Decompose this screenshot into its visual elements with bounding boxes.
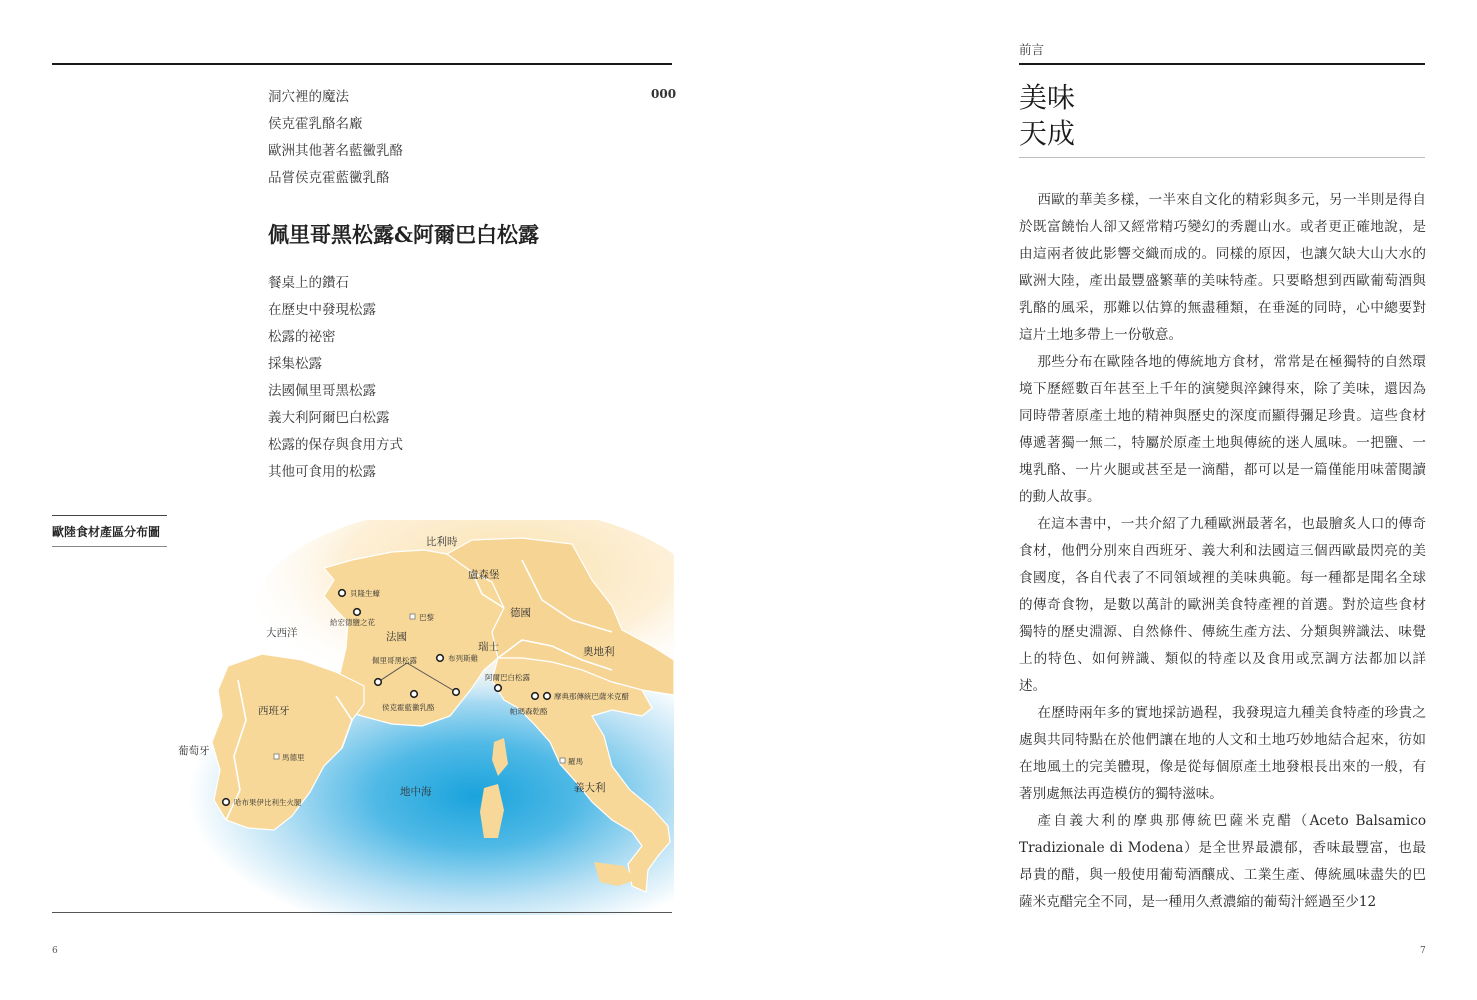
map-title: 歐陸食材產區分布圖 [52, 525, 161, 539]
toc-item[interactable]: 品嘗侯克霍藍黴乳酪 [268, 170, 390, 186]
toc-item[interactable]: 其他可食用的松露 [268, 464, 376, 480]
body-paragraph: 在這本書中，一共介紹了九種歐洲最著名，也最膾炙人口的傳奇食材，他們分別來自西班牙、義大利和法國這三個西歐最閃亮的美食國度，各自代表了不同領域裡的美味典範。每一種都是聞名全球的傳奇食物，是數以萬計的歐洲美食特產裡的首選。對於這些食材獨特的歷史淵源、自然條件、傳統生產方法、分類與辨識法、味覺上的特色、如何辨識、類似的特產以及食用或烹調方法都加以詳述。 [1019, 516, 1426, 694]
body-paragraph: 產自義大利的摩典那傳統巴薩米克醋（Aceto Balsamico Tradizionale di Modena）是全世界最濃郁，香味最豐富，也最昂貴的醋，與一般使用葡萄酒釀成、工業生產、傳統風味盡失的巴薩米克醋完全不同，是一種用久煮濃縮的葡萄汁經過至少12 [1019, 813, 1426, 910]
map-label-atlantic: 大西洋 [266, 627, 298, 639]
map-label-luxembourg: 盧森堡 [468, 569, 500, 581]
marker-paris[interactable] [410, 614, 415, 619]
toc-page-number: 000 [651, 87, 677, 101]
map-place-perigord: 佩里哥黑松露 [372, 656, 417, 665]
toc-item[interactable]: 在歷史中發現松露 [268, 302, 376, 318]
map-label-belgium: 比利時 [426, 536, 458, 548]
toc-item[interactable]: 松露的祕密 [268, 329, 336, 345]
toc-item[interactable]: 法國佩里哥黑松露 [268, 383, 376, 399]
body-paragraph: 在歷時兩年多的實地採訪過程，我發現這九種美食特產的珍貴之處與共同特點在於他們讓在地的人文和土地巧妙地結合起來，彷如在地風土的完美體現，像是從每個原產土地發根長出來的一般，有著別處無法再造模仿的獨特滋味。 [1019, 705, 1426, 802]
marker-alba-truffle[interactable] [453, 689, 460, 696]
chapter-kicker: 前言 [1019, 42, 1045, 57]
map-place-jabugo: 哈布果伊比利生火腿 [234, 798, 302, 807]
page-title-line-1: 美味 [1019, 81, 1076, 114]
map-label-italy: 義大利 [574, 782, 606, 794]
right-top-rule [1019, 63, 1425, 65]
marker-rome[interactable] [560, 758, 565, 763]
toc-item[interactable]: 餐桌上的鑽石 [268, 275, 349, 291]
map-place-paris: 巴黎 [419, 613, 434, 622]
map-place-rome: 羅馬 [568, 757, 583, 766]
left-top-rule [52, 63, 672, 65]
marker-madrid[interactable] [274, 754, 279, 759]
map-place-modena: 摩典那傳統巴薩米克醋 [554, 692, 629, 701]
marker-belon-oyster[interactable] [339, 590, 346, 597]
map-label-rule [52, 515, 167, 516]
map-place-belon: 貝隆生蠔 [350, 589, 380, 598]
map-label-mediterranean: 地中海 [400, 786, 432, 798]
body-text [1019, 187, 1426, 916]
map-place-roquefort: 侯克霍藍黴乳酪 [382, 703, 435, 712]
marker-modena-vinegar[interactable] [544, 693, 551, 700]
map-place-parma: 帕瑪森乾酪 [510, 707, 548, 716]
toc-item[interactable]: 義大利阿爾巴白松露 [268, 410, 390, 426]
toc-item[interactable]: 洞穴裡的魔法 [268, 89, 349, 105]
marker-perigord-truffle[interactable] [375, 679, 382, 686]
marker-jabugo-ham[interactable] [223, 799, 230, 806]
map-label-spain: 西班牙 [258, 705, 290, 717]
map-place-guerande: 給宏德鹽之花 [330, 618, 375, 627]
body-paragraph: 西歐的華美多樣，一半來自文化的精彩與多元，另一半則是得自於既富饒怡人卻又經常精巧變幻的秀麗山水。或者更正確地說，是由這兩者彼此影響交織而成的。同樣的原因，也讓欠缺大山大水的歐洲大陸，產出最豐盛繁華的美味特產。只要略想到西歐葡萄酒與乳酪的風采，那難以估算的無盡種類，在垂涎的同時，心中總要對這片土地多帶上一份敬意。 [1019, 192, 1426, 343]
europe-food-map [52, 520, 674, 915]
map-label-austria: 奧地利 [583, 646, 615, 658]
map-label-france: 法國 [386, 631, 407, 643]
marker-parmigiano[interactable] [495, 685, 502, 692]
toc-item[interactable]: 松露的保存與食用方式 [268, 437, 403, 453]
title-underline [1019, 157, 1425, 158]
map-place-alba: 阿爾巴白松露 [485, 673, 530, 682]
toc-section-title[interactable]: 佩里哥黑松露&阿爾巴白松露 [268, 222, 539, 247]
toc-item[interactable]: 侯克霍乳酪名廠 [268, 116, 363, 132]
right-page-number: 7 [1420, 946, 1426, 956]
body-paragraph: 那些分布在歐陸各地的傳統地方食材，常常是在極獨特的自然環境下歷經數百年甚至上千年的演變與淬鍊得來，除了美味，還因為同時帶著原產土地的精神與歷史的深度而顯得彌足珍貴。這些食材傳遞著獨一無二，特屬於原產土地與傳統的迷人風味。一把鹽、一塊乳酪、一片火腿或甚至是一滴醋，都可以是一篇僅能用味蕾閱讀的動人故事。 [1019, 354, 1426, 505]
map-place-bresse: 布列斯雞 [448, 654, 478, 663]
marker-parma-ham[interactable] [532, 693, 539, 700]
left-page-number: 6 [52, 946, 58, 956]
map-label-switzerland: 瑞士 [478, 641, 499, 653]
page-title-line-2: 天成 [1019, 117, 1076, 150]
marker-bresse-chicken[interactable] [437, 655, 444, 662]
toc-item[interactable]: 採集松露 [268, 356, 322, 372]
marker-guerande-salt[interactable] [354, 609, 361, 616]
map-label-germany: 德國 [510, 607, 531, 619]
left-bottom-rule [52, 912, 672, 913]
marker-roquefort-cheese[interactable] [411, 691, 418, 698]
map-place-madrid: 馬德里 [282, 753, 305, 762]
toc-item[interactable]: 歐洲其他著名藍黴乳酪 [268, 143, 403, 159]
map-label-portugal: 葡萄牙 [178, 745, 210, 757]
